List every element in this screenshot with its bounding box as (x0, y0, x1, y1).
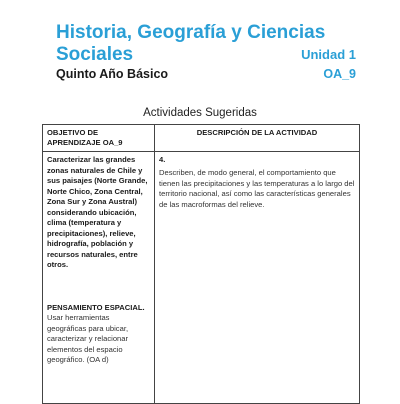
section-title: Actividades Sugeridas (143, 107, 257, 119)
description-column-header: DESCRIPCIÓN DE LA ACTIVIDAD (155, 125, 360, 152)
table-row (43, 152, 360, 404)
objective-cell (43, 152, 155, 404)
objective-code: OA_9 (323, 67, 356, 81)
pensamiento-title: PENSAMIENTO ESPACIAL. (47, 302, 145, 312)
activity-number: 4. (159, 155, 166, 164)
description-cell (155, 152, 360, 404)
spacer (47, 271, 150, 303)
activity-text: Describen, de modo general, el comportamiento que tienen las precipitaciones y las temperaturas a lo largo del territorio nacional, así como las características generales de las macroformas del relieve. (159, 168, 355, 209)
document-header (56, 22, 356, 83)
objective-column-header: OBJETIVO DE APRENDIZAJE OA_9 (43, 125, 155, 152)
table-header-row (43, 125, 360, 152)
subject-row (56, 44, 356, 66)
unit-label: Unidad 1 (301, 47, 356, 62)
activities-table (42, 124, 360, 404)
pensamiento-body: Usar herramientas geográficas para ubicar, caracterizar y relacionar elementos del espacio geográfico. (OA d) (47, 313, 129, 364)
objective-text: Caracterizar las grandes zonas naturales de Chile y sus paisajes (Norte Grande, Norte Chico, Zona Central, Zona Sur y Zona Austral) considerando ubicación, clima (temperatura y precipitaciones), relieve, hidrografía, población y recursos naturales, entre otros. (47, 155, 148, 269)
grade-row (56, 67, 356, 83)
subject-title-line-2: Sociales (56, 44, 134, 65)
grade-label: Quinto Año Básico (56, 67, 169, 81)
subject-title-line-1: Historia, Geografía y Ciencias (56, 22, 326, 43)
